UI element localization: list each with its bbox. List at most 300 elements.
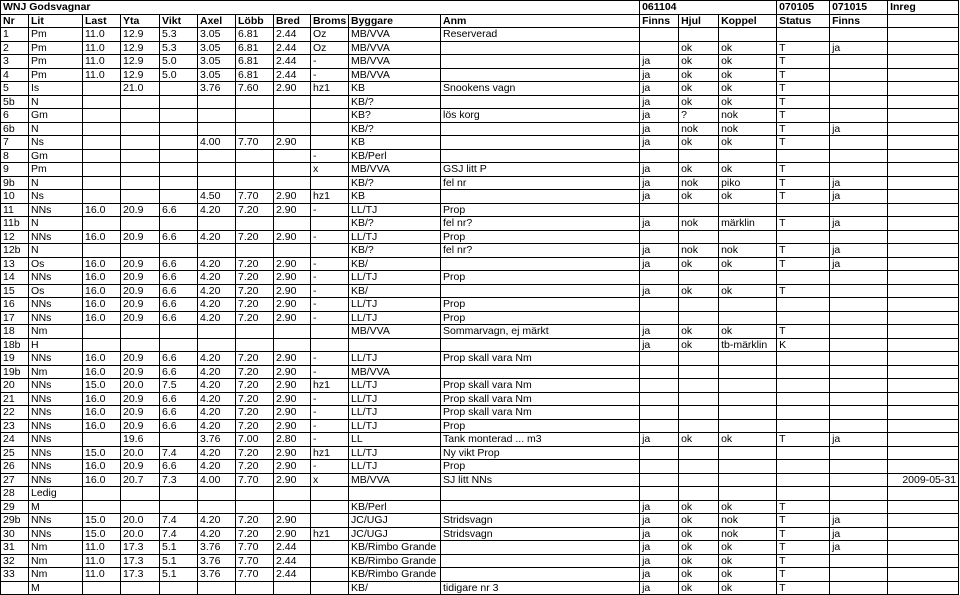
- cell-koppel: nok: [719, 122, 777, 136]
- cell-bred: 2.90: [274, 473, 311, 487]
- cell-yta: [121, 163, 160, 177]
- cell-last: 16.0: [83, 473, 121, 487]
- cell-hjul: [679, 406, 719, 420]
- cell-inreg: [888, 487, 959, 501]
- cell-axel: 4.20: [198, 365, 236, 379]
- cell-status: T: [777, 433, 830, 447]
- cell-hjul: ok: [679, 41, 719, 55]
- cell-byggare: KB/?: [349, 217, 441, 231]
- cell-finns-2: ja: [830, 41, 888, 55]
- cell-nr: 17: [1, 311, 29, 325]
- cell-yta: 20.7: [121, 473, 160, 487]
- cell-nr: 29: [1, 500, 29, 514]
- cell-last: [83, 581, 121, 595]
- cell-last: 11.0: [83, 28, 121, 42]
- cell-nr: 30: [1, 527, 29, 541]
- cell-nr: 2: [1, 41, 29, 55]
- cell-status: T: [777, 217, 830, 231]
- cell-broms: -: [311, 352, 349, 366]
- cell-status: [777, 311, 830, 325]
- cell-finns-2: [830, 136, 888, 150]
- cell-status: T: [777, 82, 830, 96]
- cell-last: 16.0: [83, 230, 121, 244]
- col-last: Last: [83, 14, 121, 28]
- cell-last: [83, 95, 121, 109]
- cell-finns-2: [830, 365, 888, 379]
- cell-finns: ja: [640, 176, 679, 190]
- cell-lit: NNs: [29, 419, 83, 433]
- cell-yta: [121, 136, 160, 150]
- cell-axel: 4.20: [198, 298, 236, 312]
- cell-anm: [441, 68, 640, 82]
- cell-status: [777, 406, 830, 420]
- cell-nr: 8: [1, 149, 29, 163]
- cell-lobb: 7.70: [236, 136, 274, 150]
- cell-bred: 2.90: [274, 379, 311, 393]
- cell-finns-2: ja: [830, 176, 888, 190]
- cell-lobb: 7.20: [236, 446, 274, 460]
- cell-lobb: 7.20: [236, 460, 274, 474]
- cell-lobb: 7.00: [236, 433, 274, 447]
- cell-finns-2: [830, 325, 888, 339]
- table-row: [1, 311, 959, 325]
- cell-finns: ja: [640, 217, 679, 231]
- cell-nr: 19: [1, 352, 29, 366]
- cell-lit: Nm: [29, 365, 83, 379]
- cell-last: [83, 338, 121, 352]
- cell-lobb: 7.70: [236, 568, 274, 582]
- cell-lobb: [236, 325, 274, 339]
- cell-bred: [274, 176, 311, 190]
- cell-axel: [198, 109, 236, 123]
- cell-byggare: KB: [349, 82, 441, 96]
- table-row: [1, 136, 959, 150]
- cell-vikt: 7.3: [160, 473, 198, 487]
- cell-anm: fel nr?: [441, 217, 640, 231]
- cell-last: 16.0: [83, 311, 121, 325]
- cell-anm: Prop: [441, 460, 640, 474]
- cell-finns-2: [830, 338, 888, 352]
- cell-axel: [198, 487, 236, 501]
- cell-last: 16.0: [83, 271, 121, 285]
- cell-lit: Pm: [29, 68, 83, 82]
- cell-hjul: [679, 271, 719, 285]
- cell-byggare: KB/: [349, 257, 441, 271]
- table-row: [1, 554, 959, 568]
- cell-status: T: [777, 109, 830, 123]
- cell-lit: Pm: [29, 28, 83, 42]
- cell-hjul: [679, 379, 719, 393]
- cell-lit: NNs: [29, 271, 83, 285]
- table-row: [1, 392, 959, 406]
- table-row: [1, 149, 959, 163]
- cell-koppel: ok: [719, 68, 777, 82]
- cell-axel: [198, 149, 236, 163]
- cell-vikt: 6.6: [160, 352, 198, 366]
- cell-status: [777, 149, 830, 163]
- cell-anm: Prop: [441, 298, 640, 312]
- cell-hjul: ok: [679, 554, 719, 568]
- cell-anm: Sommarvagn, ej märkt: [441, 325, 640, 339]
- cell-lobb: 7.20: [236, 379, 274, 393]
- cell-anm: fel nr: [441, 176, 640, 190]
- cell-lit: N: [29, 244, 83, 258]
- cell-byggare: MB/VVA: [349, 473, 441, 487]
- cell-yta: 20.9: [121, 392, 160, 406]
- cell-bred: 2.44: [274, 568, 311, 582]
- cell-lit: NNs: [29, 473, 83, 487]
- cell-anm: Stridsvagn: [441, 527, 640, 541]
- cell-status: T: [777, 122, 830, 136]
- table-row: [1, 433, 959, 447]
- cell-finns-2: [830, 298, 888, 312]
- cell-finns-2: [830, 352, 888, 366]
- cell-lit: Ns: [29, 136, 83, 150]
- table-row: [1, 271, 959, 285]
- cell-axel: [198, 122, 236, 136]
- cell-status: [777, 379, 830, 393]
- cell-anm: Prop: [441, 230, 640, 244]
- cell-byggare: LL/TJ: [349, 419, 441, 433]
- cell-hjul: nok: [679, 122, 719, 136]
- cell-anm: [441, 500, 640, 514]
- cell-byggare: KB/Rimbo Grande: [349, 554, 441, 568]
- cell-nr: 9b: [1, 176, 29, 190]
- cell-vikt: 6.6: [160, 406, 198, 420]
- cell-finns-2: [830, 109, 888, 123]
- cell-koppel: ok: [719, 190, 777, 204]
- cell-lit: Nm: [29, 541, 83, 555]
- cell-hjul: [679, 203, 719, 217]
- cell-bred: [274, 122, 311, 136]
- cell-axel: 3.76: [198, 82, 236, 96]
- cell-finns: ja: [640, 122, 679, 136]
- cell-nr: 4: [1, 68, 29, 82]
- cell-axel: 4.00: [198, 136, 236, 150]
- col-lobb: Löbb: [236, 14, 274, 28]
- cell-lobb: 7.70: [236, 541, 274, 555]
- cell-finns: [640, 365, 679, 379]
- cell-last: [83, 487, 121, 501]
- cell-yta: 20.9: [121, 352, 160, 366]
- inreg-header: Inreg: [888, 1, 959, 15]
- cell-finns: [640, 460, 679, 474]
- cell-koppel: [719, 230, 777, 244]
- cell-broms: -: [311, 203, 349, 217]
- cell-lobb: [236, 244, 274, 258]
- cell-status: [777, 487, 830, 501]
- cell-status: [777, 28, 830, 42]
- cell-byggare: KB/Perl: [349, 149, 441, 163]
- cell-lobb: 6.81: [236, 55, 274, 69]
- cell-broms: -: [311, 284, 349, 298]
- cell-inreg: [888, 55, 959, 69]
- cell-broms: [311, 568, 349, 582]
- cell-last: [83, 82, 121, 96]
- cell-last: [83, 136, 121, 150]
- cell-koppel: nok: [719, 527, 777, 541]
- cell-nr: 25: [1, 446, 29, 460]
- cell-yta: [121, 244, 160, 258]
- cell-bred: 2.90: [274, 284, 311, 298]
- cell-status: T: [777, 257, 830, 271]
- cell-finns: ja: [640, 190, 679, 204]
- cell-lobb: 7.20: [236, 406, 274, 420]
- cell-inreg: [888, 149, 959, 163]
- cell-anm: [441, 365, 640, 379]
- cell-bred: [274, 325, 311, 339]
- cell-last: 11.0: [83, 68, 121, 82]
- cell-anm: [441, 41, 640, 55]
- cell-axel: [198, 163, 236, 177]
- cell-yta: 20.9: [121, 230, 160, 244]
- cell-vikt: 6.6: [160, 460, 198, 474]
- cell-finns: ja: [640, 527, 679, 541]
- cell-nr: 27: [1, 473, 29, 487]
- cell-vikt: [160, 82, 198, 96]
- cell-vikt: [160, 581, 198, 595]
- cell-hjul: ok: [679, 257, 719, 271]
- cell-vikt: 7.4: [160, 446, 198, 460]
- cell-finns: [640, 352, 679, 366]
- date-070105: 070105: [777, 1, 830, 15]
- cell-inreg: 2009-05-31: [888, 473, 959, 487]
- cell-finns-2: [830, 554, 888, 568]
- cell-finns-2: ja: [830, 244, 888, 258]
- cell-anm: [441, 338, 640, 352]
- cell-hjul: ok: [679, 136, 719, 150]
- cell-last: 11.0: [83, 568, 121, 582]
- cell-inreg: [888, 203, 959, 217]
- cell-hjul: ok: [679, 82, 719, 96]
- cell-koppel: ok: [719, 163, 777, 177]
- cell-inreg: [888, 433, 959, 447]
- cell-anm: Reserverad: [441, 28, 640, 42]
- cell-lit: Pm: [29, 41, 83, 55]
- cell-lobb: 7.20: [236, 514, 274, 528]
- cell-finns-2: [830, 406, 888, 420]
- cell-nr: 32: [1, 554, 29, 568]
- cell-bred: 2.90: [274, 136, 311, 150]
- cell-nr: 13: [1, 257, 29, 271]
- cell-broms: -: [311, 68, 349, 82]
- cell-finns: [640, 406, 679, 420]
- cell-vikt: [160, 338, 198, 352]
- cell-vikt: [160, 500, 198, 514]
- cell-nr: 29b: [1, 514, 29, 528]
- cell-byggare: MB/VVA: [349, 163, 441, 177]
- cell-yta: 20.9: [121, 460, 160, 474]
- cell-anm: [441, 568, 640, 582]
- cell-nr: 24: [1, 433, 29, 447]
- cell-finns-2: [830, 311, 888, 325]
- cell-axel: 4.20: [198, 446, 236, 460]
- cell-axel: 3.76: [198, 541, 236, 555]
- cell-vikt: [160, 325, 198, 339]
- cell-finns: ja: [640, 554, 679, 568]
- cell-nr: 15: [1, 284, 29, 298]
- cell-hjul: ok: [679, 68, 719, 82]
- cell-finns: ja: [640, 568, 679, 582]
- cell-koppel: ok: [719, 541, 777, 555]
- cell-byggare: KB/?: [349, 95, 441, 109]
- cell-lit: Pm: [29, 163, 83, 177]
- cell-hjul: ok: [679, 95, 719, 109]
- cell-axel: [198, 95, 236, 109]
- cell-vikt: [160, 163, 198, 177]
- cell-status: T: [777, 41, 830, 55]
- cell-nr: 11b: [1, 217, 29, 231]
- cell-finns: ja: [640, 82, 679, 96]
- cell-inreg: [888, 298, 959, 312]
- cell-axel: 3.05: [198, 28, 236, 42]
- cell-status: [777, 419, 830, 433]
- cell-broms: hz1: [311, 446, 349, 460]
- cell-status: T: [777, 527, 830, 541]
- cell-lit: Ledig: [29, 487, 83, 501]
- cell-anm: Prop: [441, 419, 640, 433]
- title-row: [1, 1, 959, 15]
- cell-axel: [198, 325, 236, 339]
- table-row: [1, 244, 959, 258]
- cell-nr: 10: [1, 190, 29, 204]
- cell-bred: 2.90: [274, 460, 311, 474]
- cell-axel: [198, 217, 236, 231]
- cell-status: T: [777, 163, 830, 177]
- cell-inreg: [888, 257, 959, 271]
- cell-koppel: ok: [719, 500, 777, 514]
- cell-finns-2: [830, 487, 888, 501]
- cell-axel: 4.00: [198, 473, 236, 487]
- cell-lobb: 7.20: [236, 527, 274, 541]
- cell-bred: 2.90: [274, 190, 311, 204]
- cell-inreg: [888, 217, 959, 231]
- cell-inreg: [888, 244, 959, 258]
- cell-lit: N: [29, 217, 83, 231]
- cell-inreg: [888, 554, 959, 568]
- table-row: [1, 41, 959, 55]
- cell-last: 16.0: [83, 392, 121, 406]
- cell-bred: 2.90: [274, 311, 311, 325]
- cell-last: [83, 325, 121, 339]
- cell-vikt: 6.6: [160, 271, 198, 285]
- cell-byggare: KB?: [349, 109, 441, 123]
- cell-bred: 2.90: [274, 446, 311, 460]
- cell-finns: ja: [640, 284, 679, 298]
- cell-last: 15.0: [83, 514, 121, 528]
- cell-nr: 3: [1, 55, 29, 69]
- cell-anm: GSJ litt P: [441, 163, 640, 177]
- col-bred: Bred: [274, 14, 311, 28]
- cell-finns: ja: [640, 500, 679, 514]
- table-row: [1, 284, 959, 298]
- cell-lit: NNs: [29, 379, 83, 393]
- cell-hjul: [679, 365, 719, 379]
- cell-koppel: ok: [719, 433, 777, 447]
- cell-status: T: [777, 514, 830, 528]
- cell-broms: [311, 136, 349, 150]
- cell-lit: M: [29, 500, 83, 514]
- cell-byggare: MB/VVA: [349, 28, 441, 42]
- cell-bred: 2.90: [274, 203, 311, 217]
- table-row: [1, 487, 959, 501]
- table-row: [1, 95, 959, 109]
- cell-inreg: [888, 338, 959, 352]
- cell-anm: Prop skall vara Nm: [441, 406, 640, 420]
- cell-finns: ja: [640, 325, 679, 339]
- table-row: [1, 352, 959, 366]
- cell-status: [777, 460, 830, 474]
- cell-inreg: [888, 568, 959, 582]
- cell-anm: SJ litt NNs: [441, 473, 640, 487]
- cell-bred: 2.90: [274, 365, 311, 379]
- cell-byggare: [349, 487, 441, 501]
- cell-inreg: [888, 460, 959, 474]
- cell-last: 11.0: [83, 55, 121, 69]
- cell-koppel: ok: [719, 568, 777, 582]
- cell-bred: 2.44: [274, 28, 311, 42]
- cell-bred: 2.44: [274, 554, 311, 568]
- cell-yta: 20.0: [121, 446, 160, 460]
- cell-finns-2: ja: [830, 541, 888, 555]
- cell-finns: ja: [640, 163, 679, 177]
- cell-finns: [640, 311, 679, 325]
- col-byggare: Byggare: [349, 14, 441, 28]
- cell-lobb: 7.70: [236, 554, 274, 568]
- cell-finns-2: ja: [830, 257, 888, 271]
- cell-lit: NNs: [29, 527, 83, 541]
- cell-inreg: [888, 419, 959, 433]
- cell-yta: 12.9: [121, 41, 160, 55]
- cell-last: 16.0: [83, 406, 121, 420]
- cell-broms: -: [311, 230, 349, 244]
- cell-last: [83, 122, 121, 136]
- cell-byggare: KB/?: [349, 176, 441, 190]
- cell-finns-2: [830, 163, 888, 177]
- cell-koppel: [719, 392, 777, 406]
- cell-lit: NNs: [29, 460, 83, 474]
- cell-broms: [311, 581, 349, 595]
- cell-status: [777, 473, 830, 487]
- cell-anm: Snookens vagn: [441, 82, 640, 96]
- cell-yta: [121, 109, 160, 123]
- cell-anm: Stridsvagn: [441, 514, 640, 528]
- cell-bred: [274, 163, 311, 177]
- col-finns-2: Finns: [830, 14, 888, 28]
- cell-hjul: ok: [679, 55, 719, 69]
- cell-bred: 2.80: [274, 433, 311, 447]
- col-lit: Lit: [29, 14, 83, 28]
- cell-nr: 14: [1, 271, 29, 285]
- cell-finns: [640, 230, 679, 244]
- col-broms: Broms: [311, 14, 349, 28]
- table-row: [1, 68, 959, 82]
- cell-broms: [311, 217, 349, 231]
- cell-finns: [640, 149, 679, 163]
- cell-nr: 26: [1, 460, 29, 474]
- cell-lobb: [236, 109, 274, 123]
- cell-koppel: ok: [719, 325, 777, 339]
- cell-vikt: [160, 487, 198, 501]
- cell-last: [83, 433, 121, 447]
- cell-finns-2: [830, 500, 888, 514]
- cell-status: [777, 392, 830, 406]
- cell-anm: Prop skall vara Nm: [441, 379, 640, 393]
- cell-yta: 20.0: [121, 514, 160, 528]
- cell-last: 16.0: [83, 419, 121, 433]
- cell-finns: ja: [640, 581, 679, 595]
- cell-finns-2: [830, 446, 888, 460]
